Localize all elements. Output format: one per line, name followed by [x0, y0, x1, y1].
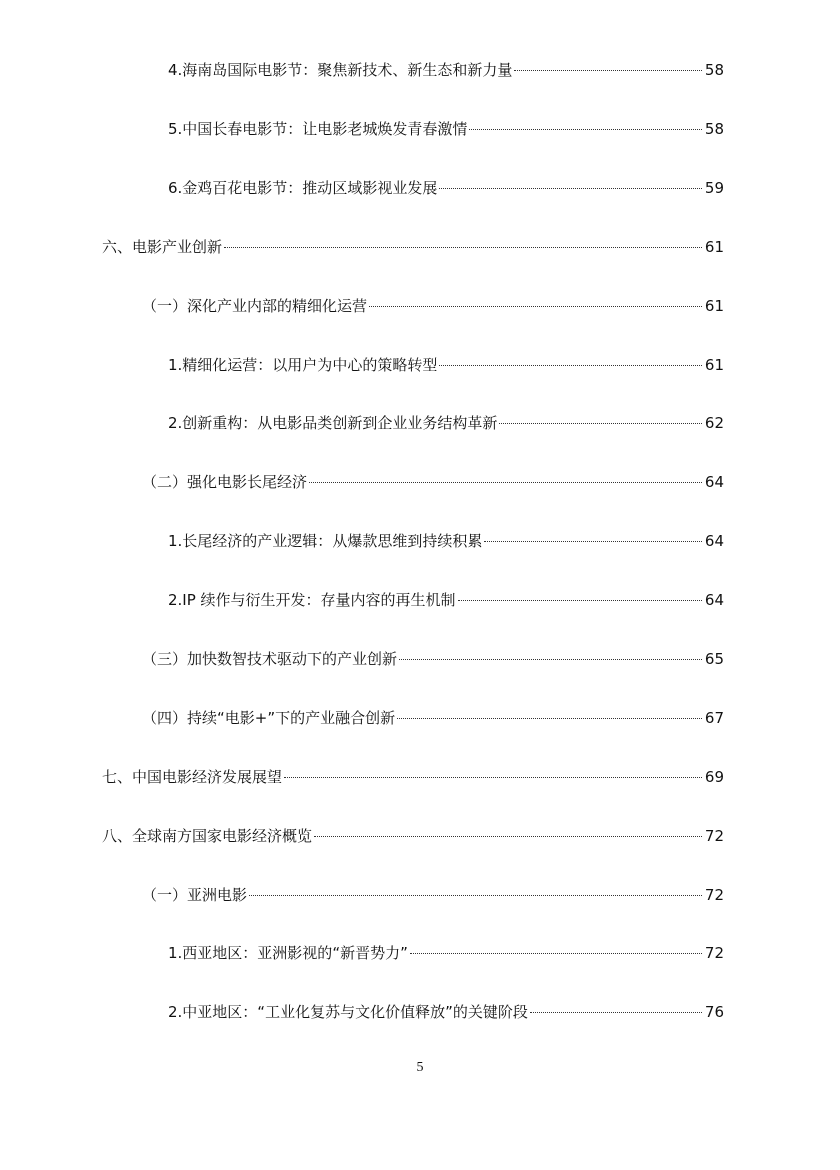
toc-entry-page: 61	[704, 238, 724, 256]
toc-entry-title: 4.海南岛国际电影节：聚焦新技术、新生态和新力量	[168, 61, 513, 79]
toc-entry-title: 八、全球南方国家电影经济概览	[102, 827, 313, 845]
toc-dot-leader	[530, 1012, 702, 1013]
toc-entry-title: 1.西亚地区：亚洲影视的“新晋势力”	[168, 944, 408, 962]
toc-dot-leader	[397, 718, 702, 719]
toc-entry[interactable]	[142, 471, 724, 493]
page-number: 5	[416, 1060, 424, 1075]
toc-entry-title: （四）持续“电影+”下的产业融合创新	[142, 709, 396, 727]
toc-entry-page: 69	[704, 768, 724, 786]
toc-entry-title: 2.中亚地区：“工业化复苏与文化价值释放”的关键阶段	[168, 1003, 528, 1021]
toc-entry[interactable]	[142, 707, 724, 729]
toc-dot-leader	[469, 129, 702, 130]
toc-entry-title: （一）亚洲电影	[142, 886, 248, 904]
toc-entry[interactable]	[168, 589, 724, 611]
toc-entry-title: 1.长尾经济的产业逻辑：从爆款思维到持续积累	[168, 532, 483, 550]
toc-entry-page: 64	[704, 532, 724, 550]
toc-entry-page: 65	[704, 650, 724, 668]
toc-entry[interactable]	[168, 412, 724, 434]
toc-entry-page: 58	[704, 61, 724, 79]
toc-entry[interactable]	[142, 648, 724, 670]
toc-entry-page: 62	[704, 414, 724, 432]
toc-dot-leader	[314, 836, 702, 837]
toc-entry[interactable]	[168, 1001, 724, 1023]
toc-dot-leader	[439, 188, 702, 189]
toc-entry[interactable]	[102, 766, 724, 788]
toc-dot-leader	[514, 70, 702, 71]
toc-dot-leader	[309, 482, 702, 483]
toc-entry[interactable]	[142, 295, 724, 317]
toc-entry[interactable]	[102, 236, 724, 258]
toc-entry[interactable]	[168, 942, 724, 964]
toc-entry[interactable]	[168, 354, 724, 376]
toc-dot-leader	[439, 365, 702, 366]
toc-dot-leader	[369, 306, 702, 307]
toc-entry-page: 67	[704, 709, 724, 727]
toc-entry[interactable]	[168, 177, 724, 199]
toc-dot-leader	[399, 659, 702, 660]
toc-entry-title: 1.精细化运营：以用户为中心的策略转型	[168, 356, 438, 374]
toc-entry[interactable]	[168, 118, 724, 140]
toc-entry-page: 72	[704, 886, 724, 904]
toc-entry-page: 72	[704, 944, 724, 962]
toc-entry-page: 58	[704, 120, 724, 138]
toc-dot-leader	[458, 600, 702, 601]
toc-entry-page: 59	[704, 179, 724, 197]
toc-entry-title: （三）加快数智技术驱动下的产业创新	[142, 650, 398, 668]
toc-dot-leader	[249, 895, 702, 896]
toc-entry-title: （二）强化电影长尾经济	[142, 473, 308, 491]
toc-dot-leader	[284, 777, 702, 778]
toc-entry-page: 64	[704, 591, 724, 609]
toc-dot-leader	[410, 953, 702, 954]
toc-entry-page: 64	[704, 473, 724, 491]
toc-dot-leader	[224, 247, 702, 248]
toc-entry-page: 72	[704, 827, 724, 845]
toc-entry-title: 6.金鸡百花电影节：推动区域影视业发展	[168, 179, 438, 197]
toc-dot-leader	[484, 541, 702, 542]
toc-entry-page: 76	[704, 1003, 724, 1021]
toc-entry-title: 2.创新重构：从电影品类创新到企业业务结构革新	[168, 414, 498, 432]
toc-entry[interactable]	[102, 825, 724, 847]
toc-entry-title: 六、电影产业创新	[102, 238, 223, 256]
toc-dot-leader	[499, 423, 702, 424]
toc-entry-title: 七、中国电影经济发展展望	[102, 768, 283, 786]
toc-entry-page: 61	[704, 356, 724, 374]
toc-entry[interactable]	[142, 884, 724, 906]
toc-entry-title: 2.IP 续作与衍生开发：存量内容的再生机制	[168, 591, 456, 609]
toc-entry-title: 5.中国长春电影节：让电影老城焕发青春激情	[168, 120, 468, 138]
toc-entry-page: 61	[704, 297, 724, 315]
toc-entry[interactable]	[168, 530, 724, 552]
toc-entry[interactable]	[168, 59, 724, 81]
toc-entry-title: （一）深化产业内部的精细化运营	[142, 297, 368, 315]
